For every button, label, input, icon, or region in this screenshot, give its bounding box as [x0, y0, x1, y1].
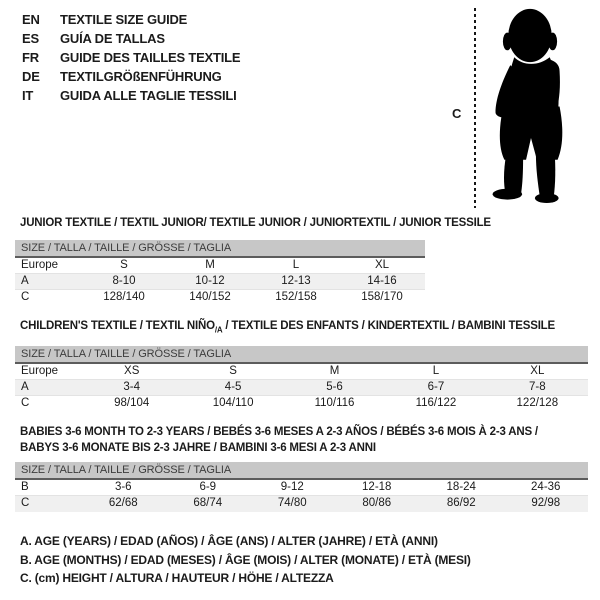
age-cell: 7-8 — [529, 381, 546, 393]
row-label: A — [21, 275, 29, 287]
size-header-bar: SIZE / TALLA / TAILLE / GRÖSSE / TAGLIA — [15, 462, 588, 480]
table-row-europe — [15, 258, 425, 274]
size-cell: XL — [530, 365, 545, 377]
language-code: ES — [22, 31, 39, 46]
size-cell: M — [205, 259, 215, 271]
height-cell: 116/122 — [415, 397, 457, 409]
babies-title-line1: BABIES 3-6 MONTH TO 2-3 YEARS / BEBÉS 3-6 MESES A 2-3 AÑOS / BÉBÉS 3-6 MOIS À 2-3 ANS / — [20, 426, 538, 438]
language-title: GUIDE DES TAILLES TEXTILE — [60, 50, 241, 65]
height-cell: 68/74 — [193, 497, 223, 509]
language-code: EN — [22, 12, 40, 27]
months-cell: 18-24 — [446, 481, 476, 493]
note-height-cm: C. (cm) HEIGHT / ALTURA / HAUTEUR / HÖHE / ALTEZZA — [20, 571, 334, 585]
height-cell: 62/68 — [108, 497, 138, 509]
age-cell: 5-6 — [326, 381, 343, 393]
height-measure-dashed-line — [474, 8, 476, 208]
height-cell: 86/92 — [446, 497, 476, 509]
size-header-bar: SIZE / TALLA / TAILLE / GRÖSSE / TAGLIA — [15, 346, 588, 364]
age-cell: 14-16 — [367, 275, 397, 287]
size-cell: S — [120, 259, 128, 271]
language-title: GUÍA DE TALLAS — [60, 31, 165, 46]
babies-title-line2: BABYS 3-6 MONATE BIS 2-3 JAHRE / BAMBINI 3-6 MESI A 2-3 ANNI — [20, 442, 376, 454]
language-title: TEXTILGRÖßENFÜHRUNG — [60, 69, 222, 84]
row-label: Europe — [21, 365, 59, 377]
height-cell: 122/128 — [516, 397, 559, 409]
language-row-it — [22, 86, 240, 105]
size-cell: S — [229, 365, 237, 377]
height-cell: 80/86 — [362, 497, 392, 509]
children-section-title — [20, 320, 555, 334]
row-label: B — [21, 481, 29, 493]
size-cell: L — [432, 365, 440, 377]
language-code: FR — [22, 50, 39, 65]
months-cell: 24-36 — [531, 481, 561, 493]
junior-section-title: JUNIOR TEXTILE / TEXTIL JUNIOR/ TEXTILE JUNIOR / JUNIORTEXTIL / JUNIOR TESSILE — [20, 217, 491, 229]
language-code: IT — [22, 88, 34, 103]
row-label: C — [21, 497, 30, 509]
age-cell: 4-5 — [224, 381, 242, 393]
table-row-height — [15, 496, 588, 512]
months-cell: 6-9 — [199, 481, 217, 493]
legend-notes — [20, 532, 471, 588]
children-title-prefix: CHILDREN'S TEXTILE / TEXTIL NIÑO — [20, 320, 215, 332]
junior-size-table — [15, 240, 425, 306]
age-cell: 12-13 — [281, 275, 311, 287]
height-cell: 92/98 — [531, 497, 561, 509]
height-cell: 140/152 — [189, 291, 231, 303]
language-code: DE — [22, 69, 40, 84]
size-header-bar: SIZE / TALLA / TAILLE / GRÖSSE / TAGLIA — [15, 240, 425, 258]
height-cell: 104/110 — [212, 397, 254, 409]
language-title: TEXTILE SIZE GUIDE — [60, 12, 188, 27]
babies-size-table — [15, 462, 588, 512]
note-age-months: B. AGE (MONTHS) / EDAD (MESES) / ÂGE (MOIS) / ALTER (MONATE) / ETÀ (MESI) — [20, 552, 471, 567]
table-row-months — [15, 480, 588, 496]
language-row-fr — [22, 48, 240, 67]
language-row-es — [22, 29, 240, 48]
children-title-suffix: / TEXTILE DES ENFANTS / KINDERTEXTIL / BAMBINI TESSILE — [222, 320, 555, 332]
row-label: Europe — [21, 259, 59, 271]
table-row-age — [15, 380, 588, 396]
language-list — [22, 10, 240, 105]
height-cell: 74/80 — [277, 497, 307, 509]
age-cell: 3-4 — [123, 381, 141, 393]
language-title: GUIDA ALLE TAGLIE TESSILI — [60, 88, 237, 103]
age-cell: 6-7 — [427, 381, 445, 393]
size-cell: L — [292, 259, 300, 271]
table-row-height — [15, 290, 425, 306]
table-row-height — [15, 396, 588, 412]
language-row-en — [22, 10, 240, 29]
age-cell: 8-10 — [112, 275, 136, 287]
months-cell: 9-12 — [280, 481, 304, 493]
months-cell: 12-18 — [362, 481, 392, 493]
height-cell: 110/116 — [314, 397, 355, 409]
height-cell: 152/158 — [275, 291, 317, 303]
table-row-age — [15, 274, 425, 290]
age-cell: 10-12 — [195, 275, 225, 287]
row-label: C — [21, 291, 30, 303]
babies-section-title — [20, 424, 580, 456]
size-cell: M — [329, 365, 340, 377]
height-cell: 98/104 — [114, 397, 150, 409]
size-cell: XS — [124, 365, 140, 377]
row-label: C — [21, 397, 30, 409]
children-title-subscript: /A — [214, 325, 223, 335]
size-cell: XL — [374, 259, 390, 271]
note-age-years: A. AGE (YEARS) / EDAD (AÑOS) / ÂGE (ANS) / ALTER (JAHRE) / ETÀ (ANNI) — [20, 534, 438, 548]
toddler-silhouette-icon — [484, 4, 576, 206]
children-size-table — [15, 346, 588, 412]
height-measure-label: C — [452, 106, 462, 121]
months-cell: 3-6 — [114, 481, 132, 493]
height-cell: 128/140 — [103, 291, 145, 303]
height-cell: 158/170 — [361, 291, 403, 303]
table-row-europe — [15, 364, 588, 380]
language-row-de — [22, 67, 240, 86]
row-label: A — [21, 381, 29, 393]
